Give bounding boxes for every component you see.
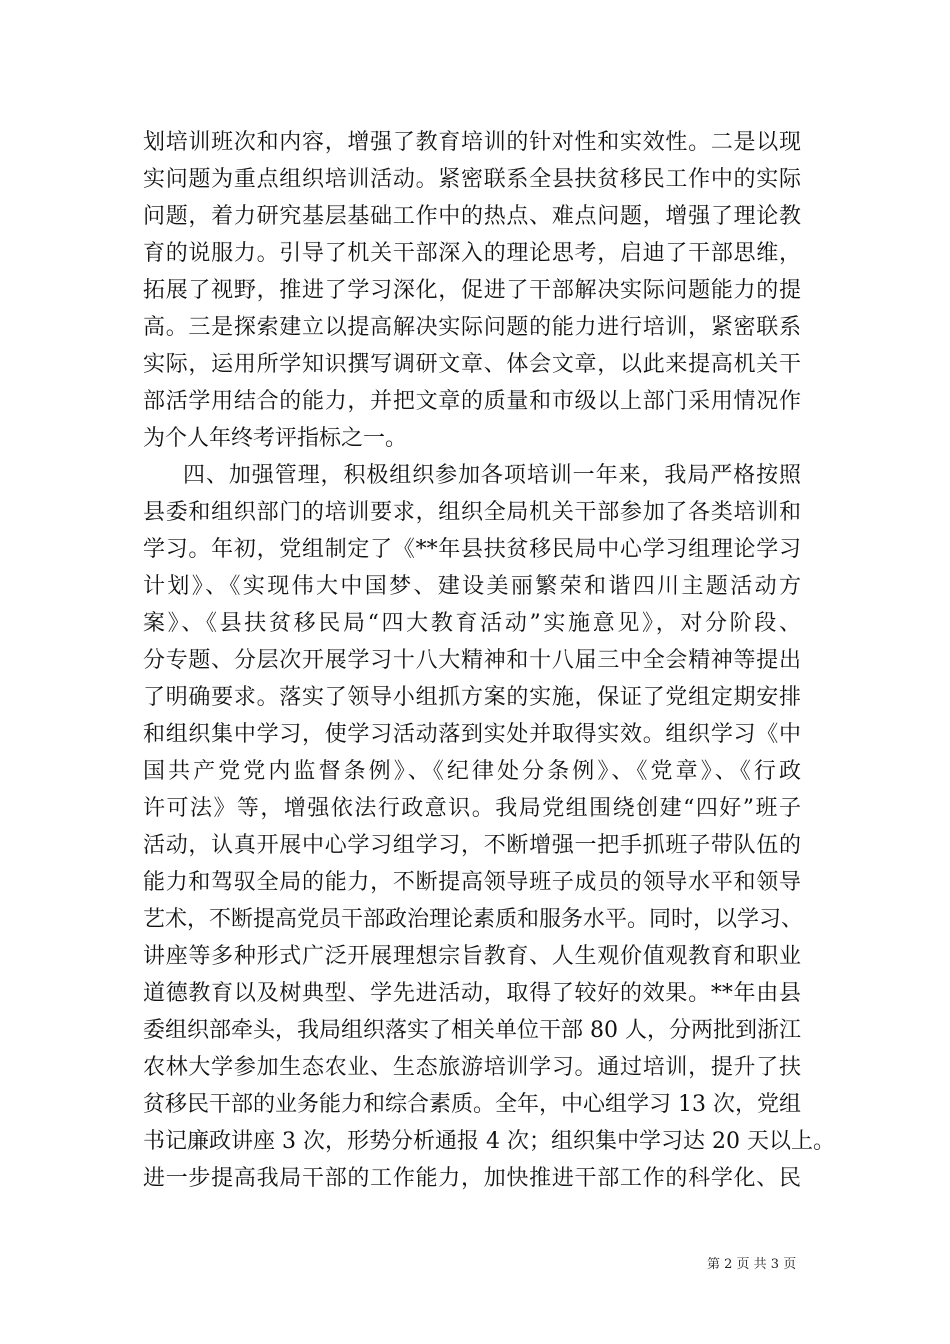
text-line: 农林大学参加生态农业、生态旅游培训学习。通过培训，提升了扶 [143,1055,801,1080]
text-line: 高。三是探索建立以提高解决实际问题的能力进行培训，紧密联系 [143,315,801,340]
text-line: 计划》、《实现伟大中国梦、建设美丽繁荣和谐四川主题活动方 [143,574,801,599]
text-line: 育的说服力。引导了机关干部深入的理论思考，启迪了干部思维， [143,241,801,266]
text-line: 拓展了视野，推进了学习深化，促进了干部解决实际问题能力的提 [143,278,801,303]
page-number-footer: 第 2 页 共 3 页 [707,1257,797,1272]
text-line: 和组织集中学习，使学习活动落到实处并取得实效。组织学习《中 [143,722,801,747]
text-line: 讲座等多种形式广泛开展理想宗旨教育、人生观价值观教育和职业 [143,944,801,969]
text-line: 实际，运用所学知识撰写调研文章、体会文章，以此来提高机关干 [143,352,801,377]
text-line: 为个人年终考评指标之一。 [143,426,408,451]
text-line: 案》、《县扶贫移民局“四大教育活动”实施意见》，对分阶段、 [143,611,801,636]
text-line: 县委和组织部门的培训要求，组织全局机关干部参加了各类培训和 [143,500,801,525]
text-line: 了明确要求。落实了领导小组抓方案的实施，保证了党组定期安排 [143,685,801,710]
text-line: 委组织部牵头，我局组织落实了相关单位干部 80 人，分两批到浙江 [143,1018,801,1043]
text-line: 许可法》等，增强依法行政意识。我局党组围绕创建“四好”班子 [143,796,801,821]
paragraph [143,124,801,457]
document-body [143,124,835,1197]
text-line: 划培训班次和内容，增强了教育培训的针对性和实效性。二是以现 [143,130,801,155]
text-line: 学习。年初，党组制定了《**年县扶贫移民局中心学习组理论学习 [143,537,801,562]
text-line: 贫移民干部的业务能力和综合素质。全年，中心组学习 13 次，党组 [143,1092,801,1117]
text-line: 部活学用结合的能力，并把文章的质量和市级以上部门采用情况作 [143,389,801,414]
text-line: 进一步提高我局干部的工作能力，加快推进干部工作的科学化、民 [143,1166,801,1191]
text-line: 分专题、分层次开展学习十八大精神和十八届三中全会精神等提出 [143,648,801,673]
text-line: 国共产党党内监督条例》、《纪律处分条例》、《党章》、《行政 [143,759,801,784]
text-line: 道德教育以及树典型、学先进活动，取得了较好的效果。**年由县 [143,981,801,1006]
text-line: 能力和驾驭全局的能力，不断提高领导班子成员的领导水平和领导 [143,870,801,895]
text-line: 四、加强管理，积极组织参加各项培训一年来，我局严格按照 [183,463,801,488]
paragraph [143,457,835,1197]
text-line: 活动，认真开展中心学习组学习，不断增强一把手抓班子带队伍的 [143,833,801,858]
text-line: 艺术，不断提高党员干部政治理论素质和服务水平。同时，以学习、 [143,907,804,932]
text-line: 实问题为重点组织培训活动。紧密联系全县扶贫移民工作中的实际 [143,167,801,192]
text-line: 问题，着力研究基层基础工作中的热点、难点问题，增强了理论教 [143,204,801,229]
text-line: 书记廉政讲座 3 次，形势分析通报 4 次；组织集中学习达 20 天以上。 [143,1129,835,1154]
